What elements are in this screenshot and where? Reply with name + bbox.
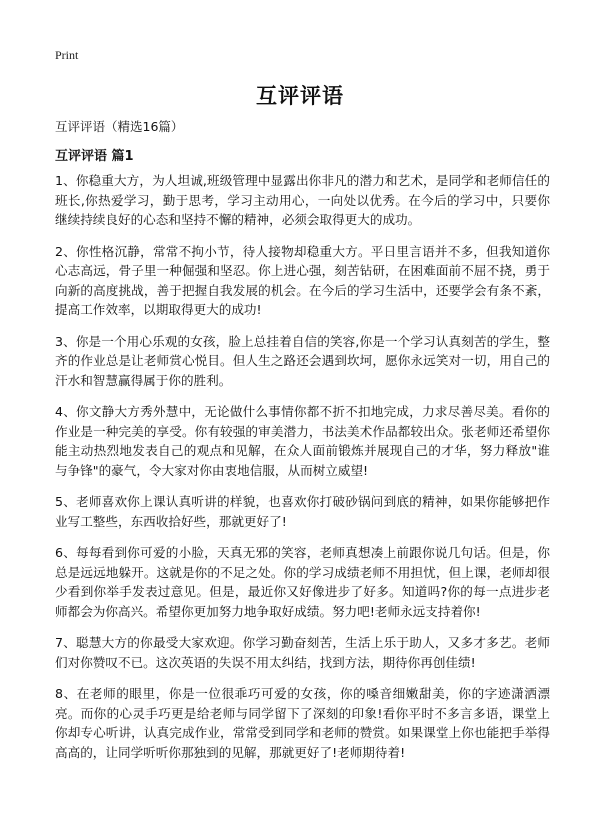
print-link[interactable]: Print (55, 48, 79, 62)
section-heading: 互评评语 篇1 (55, 149, 134, 164)
paragraph-8: 8、在老师的眼里，你是一位很乖巧可爱的女孩，你的嗓音细嫩甜美，你的字迹潇洒漂亮。而你的心灵手巧更是给老师与同学留下了深刻的印象!看你平时不多言多语，课堂上你却专心听讲，认真完成作业，常常受到同学和老师的赞赏。如果课堂上你也能把手举得高高的，让同学听听你那独到的见解，那就更好了!老师期待着! (55, 686, 550, 760)
paragraph-2: 2、你性格沉静，常常不拘小节，待人接物却稳重大方。平日里言语并不多，但我知道你心志高远，骨子里一种倔强和坚忍。你上进心强，刻苦钻研，在困难面前不屈不挠，勇于向新的高度挑战，善于把握自我发展的机会。在今后的学习生活中，还要学会有条不紊，提高工作效率，以期取得更大的成功! (55, 243, 550, 317)
page-title: 互评评语 (256, 84, 344, 108)
paragraph-6: 6、每每看到你可爱的小脸，天真无邪的笑容，老师真想凑上前跟你说几句话。但是，你总是远远地躲开。这就是你的不足之处。你的学习成绩老师不用担忧，但上课，老师却很少看到你举手发表过意见。但是，最近你又好像进步了好多。知道吗?你的每一点进步老师都会为你高兴。希望你更加努力地争取好成绩。努力吧!老师永远支持着你! (55, 545, 550, 619)
paragraph-7: 7、聪慧大方的你最受大家欢迎。你学习勤奋刻苦，生活上乐于助人，又多才多艺。老师们对你赞叹不已。这次英语的失误不用太纠结，找到方法，期待你再创佳绩! (55, 635, 550, 670)
paragraph-3: 3、你是一个用心乐观的女孩，脸上总挂着自信的笑容,你是一个学习认真刻苦的学生，整齐的作业总是让老师赏心悦目。但人生之路还会遇到坎坷，愿你永远笑对一切，用自己的汗水和智慧赢得属于你的胜利。 (55, 333, 550, 388)
paragraph-5: 5、老师喜欢你上课认真听讲的样貌，也喜欢你打破砂锅问到底的精神，如果你能够把作业写工整些，东西收拾好些，那就更好了! (55, 494, 550, 529)
document-subtitle: 互评评语（精选16篇） (55, 119, 184, 134)
document-body (55, 118, 550, 774)
paragraph-4: 4、你文静大方秀外慧中，无论做什么事情你都不折不扣地完成，力求尽善尽美。看你的作业是一种完美的享受。你有较强的审美潜力，书法美术作品都较出众。张老师还希望你能主动热烈地发表自己的观点和见解，在众人面前锻炼并展现自己的才华，努力释放"谁与争锋"的豪气，令大家对你由衷地信服，从而树立威望! (55, 404, 550, 478)
paragraph-1: 1、你稳重大方，为人坦诚,班级管理中显露出你非凡的潜力和艺术，是同学和老师信任的班长,你热爱学习，勤于思考，学习主动用心，一向处以优秀。在今后的学习中，只要你继续持续良好的心态和坚持不懈的精神，必须会取得更大的成功。 (55, 173, 550, 227)
